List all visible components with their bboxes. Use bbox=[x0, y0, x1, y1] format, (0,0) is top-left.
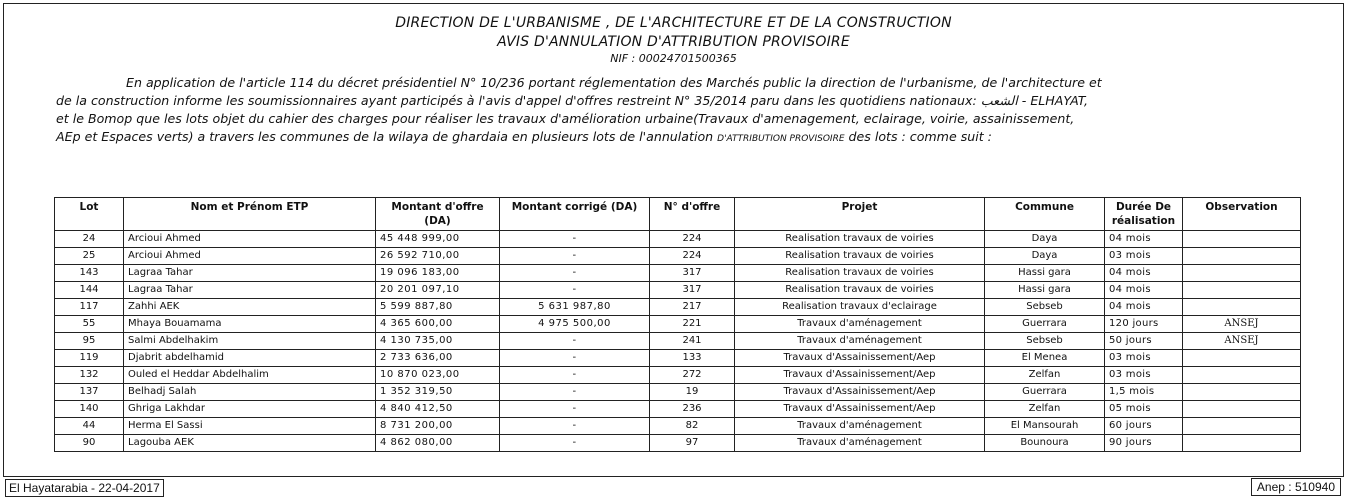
cell-commune: Guerrara bbox=[985, 316, 1105, 333]
cell-projet: Travaux d'Assainissement/Aep bbox=[735, 401, 985, 418]
cell-montant: 4 365 600,00 bbox=[376, 316, 500, 333]
cell-montant: 4 862 080,00 bbox=[376, 435, 500, 452]
table-row bbox=[55, 248, 1301, 265]
cell-commune: Hassi gara bbox=[985, 282, 1105, 299]
cell-offre: 317 bbox=[650, 265, 735, 282]
cell-lot: 140 bbox=[55, 401, 124, 418]
cell-nom: Ouled el Heddar Abdelhalim bbox=[124, 367, 376, 384]
cell-montant: 10 870 023,00 bbox=[376, 367, 500, 384]
cell-montant: 4 840 412,50 bbox=[376, 401, 500, 418]
cell-duree: 05 mois bbox=[1105, 401, 1183, 418]
cell-corrige: - bbox=[500, 384, 650, 401]
cell-offre: 133 bbox=[650, 350, 735, 367]
table-row bbox=[55, 282, 1301, 299]
intro-line-3: et le Bomop que les lots objet du cahier des charges pour réaliser les travaux d'amélioration urbaine(Travaux d'amenagement, eclairage, voirie, assainissement, bbox=[56, 111, 1075, 126]
cell-obs bbox=[1183, 418, 1301, 435]
cell-lot: 44 bbox=[55, 418, 124, 435]
cell-montant: 19 096 183,00 bbox=[376, 265, 500, 282]
cell-corrige: - bbox=[500, 231, 650, 248]
cell-commune: Zelfan bbox=[985, 401, 1105, 418]
cell-duree: 04 mois bbox=[1105, 265, 1183, 282]
cell-corrige: - bbox=[500, 350, 650, 367]
cell-obs bbox=[1183, 282, 1301, 299]
cell-corrige: - bbox=[500, 282, 650, 299]
cell-lot: 90 bbox=[55, 435, 124, 452]
notice-page bbox=[3, 3, 1344, 477]
cell-projet: Travaux d'aménagement bbox=[735, 435, 985, 452]
cell-projet: Travaux d'aménagement bbox=[735, 316, 985, 333]
cell-commune: El Menea bbox=[985, 350, 1105, 367]
cell-obs bbox=[1183, 384, 1301, 401]
col-header-corrige: Montant corrigé (DA) bbox=[500, 198, 650, 231]
col-header-nom: Nom et Prénom ETP bbox=[124, 198, 376, 231]
cell-corrige: - bbox=[500, 265, 650, 282]
cell-lot: 55 bbox=[55, 316, 124, 333]
table-row bbox=[55, 401, 1301, 418]
cell-commune: Daya bbox=[985, 248, 1105, 265]
cell-commune: Guerrara bbox=[985, 384, 1105, 401]
cell-duree: 04 mois bbox=[1105, 299, 1183, 316]
table-row bbox=[55, 435, 1301, 452]
cell-montant: 4 130 735,00 bbox=[376, 333, 500, 350]
cell-nom: Arcioui Ahmed bbox=[124, 248, 376, 265]
table-row bbox=[55, 316, 1301, 333]
cell-nom: Mhaya Bouamama bbox=[124, 316, 376, 333]
col-header-commune: Commune bbox=[985, 198, 1105, 231]
cell-nom: Ghriga Lakhdar bbox=[124, 401, 376, 418]
cell-montant: 45 448 999,00 bbox=[376, 231, 500, 248]
table-row bbox=[55, 418, 1301, 435]
cell-nom: Djabrit abdelhamid bbox=[124, 350, 376, 367]
footer-anep: Anep : 510940 bbox=[1251, 478, 1341, 496]
cell-lot: 25 bbox=[55, 248, 124, 265]
cell-offre: 82 bbox=[650, 418, 735, 435]
lots-table-body bbox=[55, 231, 1301, 452]
cell-offre: 317 bbox=[650, 282, 735, 299]
cell-montant: 1 352 319,50 bbox=[376, 384, 500, 401]
cell-duree: 03 mois bbox=[1105, 350, 1183, 367]
cell-lot: 137 bbox=[55, 384, 124, 401]
cell-obs bbox=[1183, 265, 1301, 282]
intro-line-1: En application de l'article 114 du décret présidentiel N° 10/236 portant réglementation des Marchés public la direction de l'urbanisme, de l'architecture et bbox=[126, 75, 1102, 90]
cell-obs bbox=[1183, 299, 1301, 316]
cell-corrige: 4 975 500,00 bbox=[500, 316, 650, 333]
cell-offre: 224 bbox=[650, 231, 735, 248]
cell-nom: Lagouba AEK bbox=[124, 435, 376, 452]
cell-obs: ANSEJ bbox=[1183, 333, 1301, 350]
table-row bbox=[55, 333, 1301, 350]
notice-title: AVIS D'ANNULATION D'ATTRIBUTION PROVISOIRE bbox=[497, 34, 850, 50]
cell-offre: 221 bbox=[650, 316, 735, 333]
cell-projet: Realisation travaux d'eclairage bbox=[735, 299, 985, 316]
cell-montant: 5 599 887,80 bbox=[376, 299, 500, 316]
table-header-row bbox=[55, 198, 1301, 231]
cell-projet: Realisation travaux de voiries bbox=[735, 282, 985, 299]
cell-obs bbox=[1183, 435, 1301, 452]
cell-offre: 224 bbox=[650, 248, 735, 265]
cell-duree: 04 mois bbox=[1105, 282, 1183, 299]
cell-commune: Sebseb bbox=[985, 333, 1105, 350]
table-row bbox=[55, 384, 1301, 401]
cell-nom: Lagraa Tahar bbox=[124, 265, 376, 282]
cell-projet: Travaux d'Assainissement/Aep bbox=[735, 350, 985, 367]
cell-duree: 04 mois bbox=[1105, 231, 1183, 248]
cell-obs bbox=[1183, 367, 1301, 384]
cell-montant: 26 592 710,00 bbox=[376, 248, 500, 265]
footer-source: El Hayatarabia - 22-04-2017 bbox=[5, 479, 164, 497]
notice-header bbox=[4, 14, 1343, 66]
table-row bbox=[55, 265, 1301, 282]
cell-duree: 120 jours bbox=[1105, 316, 1183, 333]
cell-commune: Hassi gara bbox=[985, 265, 1105, 282]
nif-number: NIF : 00024701500365 bbox=[610, 52, 737, 65]
cell-nom: Lagraa Tahar bbox=[124, 282, 376, 299]
cell-obs bbox=[1183, 248, 1301, 265]
cell-obs bbox=[1183, 231, 1301, 248]
table-row bbox=[55, 299, 1301, 316]
cell-lot: 24 bbox=[55, 231, 124, 248]
cell-commune: Daya bbox=[985, 231, 1105, 248]
direction-title: DIRECTION DE L'URBANISME , DE L'ARCHITECTURE ET DE LA CONSTRUCTION bbox=[395, 15, 952, 31]
cell-corrige: 5 631 987,80 bbox=[500, 299, 650, 316]
cell-offre: 19 bbox=[650, 384, 735, 401]
cell-commune: Bounoura bbox=[985, 435, 1105, 452]
col-header-montant: Montant d'offre (DA) bbox=[376, 198, 500, 231]
intro-line-4b: D'ATTRIBUTION PROVISOIRE bbox=[717, 134, 845, 144]
cell-corrige: - bbox=[500, 401, 650, 418]
lots-table bbox=[54, 197, 1301, 452]
cell-montant: 8 731 200,00 bbox=[376, 418, 500, 435]
cell-lot: 143 bbox=[55, 265, 124, 282]
cell-projet: Travaux d'Assainissement/Aep bbox=[735, 367, 985, 384]
cell-nom: Belhadj Salah bbox=[124, 384, 376, 401]
cell-duree: 90 jours bbox=[1105, 435, 1183, 452]
cell-corrige: - bbox=[500, 367, 650, 384]
cell-lot: 132 bbox=[55, 367, 124, 384]
cell-nom: Arcioui Ahmed bbox=[124, 231, 376, 248]
cell-duree: 03 mois bbox=[1105, 367, 1183, 384]
cell-commune: Zelfan bbox=[985, 367, 1105, 384]
cell-offre: 217 bbox=[650, 299, 735, 316]
cell-duree: 50 jours bbox=[1105, 333, 1183, 350]
cell-duree: 1,5 mois bbox=[1105, 384, 1183, 401]
col-header-lot: Lot bbox=[55, 198, 124, 231]
cell-montant: 2 733 636,00 bbox=[376, 350, 500, 367]
cell-lot: 117 bbox=[55, 299, 124, 316]
col-header-offre: N° d'offre bbox=[650, 198, 735, 231]
table-row bbox=[55, 350, 1301, 367]
col-header-duree: Durée De réalisation bbox=[1105, 198, 1183, 231]
cell-montant: 20 201 097,10 bbox=[376, 282, 500, 299]
cell-lot: 119 bbox=[55, 350, 124, 367]
intro-line-2: de la construction informe les soumissionnaires ayant participés à l'avis d'appel d'offres restreint N° 35/2014 paru dans les quotidiens nationaux: الشعب - ELHAYAT, bbox=[56, 93, 1088, 108]
cell-corrige: - bbox=[500, 435, 650, 452]
cell-projet: Travaux d'aménagement bbox=[735, 418, 985, 435]
cell-nom: Zahhi AEK bbox=[124, 299, 376, 316]
table-row bbox=[55, 231, 1301, 248]
cell-obs: ANSEJ bbox=[1183, 316, 1301, 333]
intro-line-4a: AEp et Espaces verts) a travers les communes de la wilaya de ghardaia en plusieurs lots de l'annulation bbox=[56, 129, 718, 144]
cell-corrige: - bbox=[500, 248, 650, 265]
cell-offre: 97 bbox=[650, 435, 735, 452]
cell-projet: Realisation travaux de voiries bbox=[735, 248, 985, 265]
cell-offre: 272 bbox=[650, 367, 735, 384]
intro-line-4c: des lots : comme suit : bbox=[844, 129, 992, 144]
cell-projet: Realisation travaux de voiries bbox=[735, 231, 985, 248]
cell-commune: El Mansourah bbox=[985, 418, 1105, 435]
cell-projet: Travaux d'aménagement bbox=[735, 333, 985, 350]
cell-lot: 95 bbox=[55, 333, 124, 350]
cell-projet: Travaux d'Assainissement/Aep bbox=[735, 384, 985, 401]
cell-offre: 236 bbox=[650, 401, 735, 418]
cell-obs bbox=[1183, 401, 1301, 418]
cell-projet: Realisation travaux de voiries bbox=[735, 265, 985, 282]
cell-nom: Salmi Abdelhakim bbox=[124, 333, 376, 350]
col-header-obs: Observation bbox=[1183, 198, 1301, 231]
cell-corrige: - bbox=[500, 418, 650, 435]
table-row bbox=[55, 367, 1301, 384]
intro-paragraph bbox=[56, 74, 1296, 148]
cell-duree: 60 jours bbox=[1105, 418, 1183, 435]
col-header-projet: Projet bbox=[735, 198, 985, 231]
cell-obs bbox=[1183, 350, 1301, 367]
cell-nom: Herma El Sassi bbox=[124, 418, 376, 435]
cell-corrige: - bbox=[500, 333, 650, 350]
cell-commune: Sebseb bbox=[985, 299, 1105, 316]
intro-line-4 bbox=[56, 128, 1296, 148]
cell-lot: 144 bbox=[55, 282, 124, 299]
cell-duree: 03 mois bbox=[1105, 248, 1183, 265]
cell-offre: 241 bbox=[650, 333, 735, 350]
